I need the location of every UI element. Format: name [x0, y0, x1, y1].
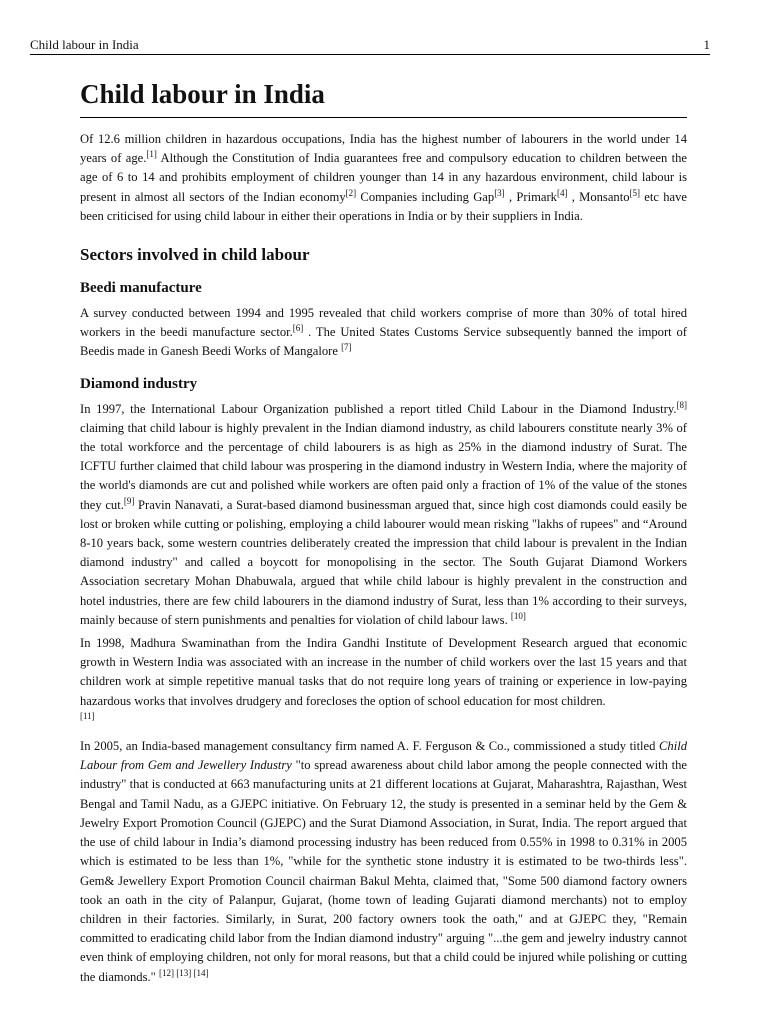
- intro-text: etc have been criticised for using child labour in either their operations in India or by their suppliers in India.: [80, 189, 688, 223]
- beedi-text: A survey conducted between 1994 and 1995 revealed that child workers comprise of more than 30% of total hired workers in the beedi manufacture sector.: [80, 306, 687, 340]
- page-number: 1: [703, 37, 710, 52]
- citation-link[interactable]: [7]: [341, 342, 352, 353]
- beedi-paragraph: [80, 304, 687, 362]
- running-title: Child labour in India: [30, 37, 139, 52]
- diamond-text: claiming that child labour is highly prevalent in the Indian diamond industry, as child labourers constitute nearly 3% of the total workforce and the percentage of child labourers is as high as 25% in the diamond industry of Surat. The ICFTU further claimed that child labour was prospering in the diamond industry in Western India, where the majority of the world's diamonds are cut and polished while workers are often paid only a fraction of 1% of the value of the stones they cut.: [80, 420, 687, 512]
- subsection-heading-beedi: Beedi manufacture: [80, 280, 202, 297]
- citation-link[interactable]: [1]: [146, 149, 157, 160]
- article-title: Child labour in India: [80, 77, 687, 118]
- diamond-paragraph-1: [80, 400, 687, 630]
- citation-link[interactable]: [3]: [494, 187, 505, 198]
- article-body: [80, 77, 687, 991]
- intro-paragraph: [80, 130, 687, 226]
- citation-link[interactable]: [5]: [629, 187, 641, 198]
- intro-text: Of 12.6 million children in hazardous occupations, India has the highest number of labourers in the world under 14 years of age.: [80, 132, 687, 166]
- subsection-heading-diamond: Diamond industry: [80, 375, 198, 392]
- citation-link[interactable]: [11]: [80, 710, 95, 721]
- diamond-text: In 1998, Madhura Swaminathan from the Indira Gandhi Institute of Development Research argued that economic growth in Western India was associated with an increase in the number of child workers over the last 15 years and that children work at simple repetitive manual tasks that do not require long years of training or experience in low-paying hazardous works that involves drudgery and forecloses the option of school education for most children.: [80, 636, 687, 708]
- citation-link[interactable]: [8]: [676, 399, 687, 410]
- intro-text: Although the Constitution of India guarantees free and compulsory education to children between the age of 6 to 14 and prohibits employment of children younger than 14 in any hazardous environment, child labour is present in almost all sectors of the Indian economy: [80, 151, 687, 204]
- citation-link[interactable]: [2]: [345, 187, 357, 198]
- intro-text: Companies including Gap: [356, 189, 495, 204]
- diamond-paragraph-3: [80, 737, 687, 987]
- citation-link[interactable]: [12] [13] [14]: [158, 967, 209, 978]
- diamond-paragraph-2: [80, 634, 687, 730]
- intro-text: , Primark: [504, 189, 557, 204]
- citation-link[interactable]: [6]: [292, 323, 304, 334]
- beedi-text: . The United States Customs Service subsequently banned the import of Beedis made in Ganesh Beedi Works of Mangalore: [80, 325, 687, 359]
- citation-link[interactable]: [4]: [556, 187, 568, 198]
- diamond-text: "to spread awareness about child labor among the people connected with the industry" that is conducted at 663 manufacturing units at 21 different locations at Gujarat, Maharashtra, Rajasthan, West Bengal and Tamil Nadu, as a GJEPC initiative. On February 12, the study is presented in a seminar held by the Gem & Jewelry Export Promotion Council (GJEPC) and the Surat Diamond Association, in Surat, India. The report argued that the use of child labour in India’s diamond processing industry has been reduced from 0.55% in 1998 to 0.31% in 2005 which is estimated to be less than 1%, "while for the synthetic stone industry it is estimated to be two-thirds less". Gem& Jewellery Export Promotion Council chairman Bakul Mehta, claimed that, "Some 500 diamond factory owners took an oath in the city of Palanpur, Gujarat, (home town of leading Gujarati diamond merchants) not to employ children in their factories. Similarly, in Surat, 200 factory owners took the oath," and at GJEPC they, "Remain committed to eradicating child labor from the Indian diamond industry" arguing "...the gem and jewelry industry cannot even think of employing children, not only for moral reasons, but that a child could be injured while polishing or cutting the diamonds.": [80, 758, 687, 984]
- diamond-text: In 1997, the International Labour Organization published a report titled Child Labour in the Diamond Industry.: [80, 401, 677, 416]
- section-heading-sectors: Sectors involved in child labour: [80, 245, 310, 265]
- study-title: Child Labour from Gem and Jewellery Industry: [80, 739, 687, 773]
- diamond-text: Pravin Nanavati, a Surat-based diamond businessman argued that, since high cost diamonds could easily be lost or broken while cutting or polishing, employing a child labourer would mean risking "lakhs of rupees" and “Around 8-10 years back, some western countries deliberately created the impression that child labour is prevalent in the Indian diamond industry" and called a boycott for monopolising in the sector. The South Gujarat Diamond Workers Association secretary Mohan Dhabuwala, argued that while child labour is highly prevalent in the construction and hotel industries, there are few child labourers in the diamond industry of Surat, less than 1% according to their surveys, mainly because of stern punishments and penalties for violation of child labour laws.: [80, 497, 687, 627]
- intro-text: , Monsanto: [567, 189, 630, 204]
- diamond-text: In 2005, an India-based management consultancy firm named A. F. Ferguson & Co., commissioned a study titled: [80, 739, 659, 754]
- running-header: [30, 37, 710, 55]
- citation-link[interactable]: [10]: [510, 610, 526, 621]
- citation-link[interactable]: [9]: [123, 495, 135, 506]
